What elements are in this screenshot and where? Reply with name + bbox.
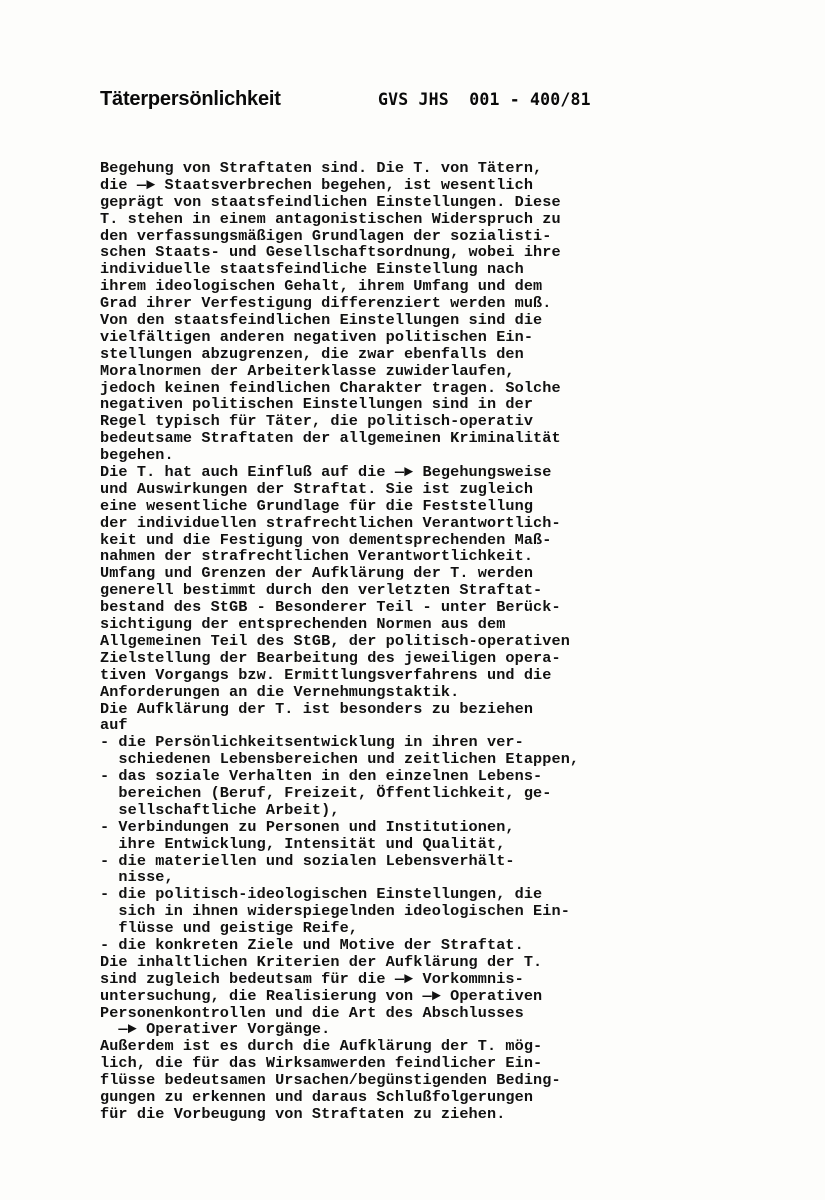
text-line: flüsse bedeutsamen Ursachen/begünstigenden Beding-	[100, 1071, 561, 1090]
text-line: Moralnormen der Arbeiterklasse zuwiderlaufen,	[100, 361, 515, 380]
text-line: Umfang und Grenzen der Aufklärung der T. werden	[100, 564, 534, 583]
text-line: - die Persönlichkeitsentwicklung in ihren ver-	[100, 733, 524, 752]
text-line: Allgemeinen Teil des StGB, der politisch-operativen	[100, 631, 570, 650]
text-line: sind zugleich bedeutsam für die —► Vorkommnis-	[100, 969, 524, 988]
text-line: schen Staats- und Gesellschaftsordnung, wobei ihre	[100, 243, 561, 262]
text-line: Personenkontrollen und die Art des Abschlusses	[100, 1003, 524, 1022]
text-line: für die Vorbeugung von Straftaten zu ziehen.	[100, 1104, 506, 1123]
text-line: Die T. hat auch Einfluß auf die —► Begehungsweise	[100, 463, 552, 482]
text-line: geprägt von staatsfeindlichen Einstellungen. Diese	[100, 192, 561, 211]
text-line: T. stehen in einem antagonistischen Widerspruch zu	[100, 209, 561, 228]
text-line: sich in ihnen widerspiegelnden ideologischen Ein-	[100, 902, 570, 921]
text-line: nisse,	[100, 868, 174, 887]
text-line: bedeutsame Straftaten der allgemeinen Kriminalität	[100, 429, 561, 448]
text-line: individuelle staatsfeindliche Einstellung nach	[100, 260, 524, 279]
text-line: Von den staatsfeindlichen Einstellungen sind die	[100, 311, 543, 330]
text-line: auf	[100, 716, 128, 735]
text-line: der individuellen strafrechtlichen Verantwortlich-	[100, 513, 561, 532]
text-line: - die politisch-ideologischen Einstellungen, die	[100, 885, 543, 904]
text-line: den verfassungsmäßigen Grundlagen der sozialisti-	[100, 226, 552, 245]
text-line: sichtigung der entsprechenden Normen aus dem	[100, 615, 506, 634]
text-line: Außerdem ist es durch die Aufklärung der T. mög-	[100, 1037, 543, 1056]
text-line: Anforderungen an die Vernehmungstaktik.	[100, 682, 460, 701]
text-line: untersuchung, die Realisierung von —► Operativen	[100, 986, 543, 1005]
text-line: bereichen (Beruf, Freizeit, Öffentlichkeit, ge-	[100, 783, 552, 802]
text-line: begehen.	[100, 446, 174, 465]
text-line: - Verbindungen zu Personen und Institutionen,	[100, 817, 515, 836]
page-header	[100, 88, 760, 118]
text-line: Die inhaltlichen Kriterien der Aufklärung der T.	[100, 952, 543, 971]
text-line: Die Aufklärung der T. ist besonders zu beziehen	[100, 699, 534, 718]
text-line: Grad ihrer Verfestigung differenziert werden muß.	[100, 294, 552, 313]
text-line: - das soziale Verhalten in den einzelnen Lebens-	[100, 767, 543, 786]
text-line: gungen zu erkennen und daraus Schlußfolgerungen	[100, 1087, 534, 1106]
text-line: keit und die Festigung von dementsprechenden Maß-	[100, 530, 552, 549]
text-line: ihrem ideologischen Gehalt, ihrem Umfang und dem	[100, 277, 543, 296]
text-line: tiven Vorgangs bzw. Ermittlungsverfahrens und die	[100, 665, 552, 684]
text-line: sellschaftliche Arbeit),	[100, 800, 340, 819]
text-line: schiedenen Lebensbereichen und zeitlichen Etappen,	[100, 750, 580, 769]
text-line: Begehung von Straftaten sind. Die T. von Tätern,	[100, 159, 543, 177]
text-line: Regel typisch für Täter, die politisch-operativ	[100, 412, 534, 431]
text-line: flüsse und geistige Reife,	[100, 919, 358, 938]
text-line: —► Operativer Vorgänge.	[100, 1020, 331, 1039]
text-line: - die konkreten Ziele und Motive der Straftat.	[100, 935, 524, 954]
text-line: negativen politischen Einstellungen sind in der	[100, 395, 534, 414]
text-line: nahmen der strafrechtlichen Verantwortlichkeit.	[100, 547, 534, 566]
text-line: Zielstellung der Bearbeitung des jeweiligen opera-	[100, 648, 561, 667]
text-line: bestand des StGB - Besonderer Teil - unter Berück-	[100, 598, 561, 617]
text-line: vielfältigen anderen negativen politischen Ein-	[100, 327, 534, 346]
text-line: und Auswirkungen der Straftat. Sie ist zugleich	[100, 479, 534, 498]
text-line: ihre Entwicklung, Intensität und Qualität,	[100, 834, 506, 853]
text-line: eine wesentliche Grundlage für die Feststellung	[100, 496, 534, 515]
text-line: die —► Staatsverbrechen begehen, ist wesentlich	[100, 175, 534, 194]
text-line: - die materiellen und sozialen Lebensverhält-	[100, 851, 515, 870]
body-text	[100, 160, 810, 1123]
text-line: jedoch keinen feindlichen Charakter tragen. Solche	[100, 378, 561, 397]
document-reference-code: GVS JHS 001 - 400/81	[378, 90, 591, 109]
text-line: lich, die für das Wirksamwerden feindlicher Ein-	[100, 1054, 543, 1073]
text-line: generell bestimmt durch den verletzten Straftat-	[100, 581, 543, 600]
page-title: Täterpersönlichkeit	[100, 88, 281, 110]
text-line: stellungen abzugrenzen, die zwar ebenfalls den	[100, 344, 524, 363]
